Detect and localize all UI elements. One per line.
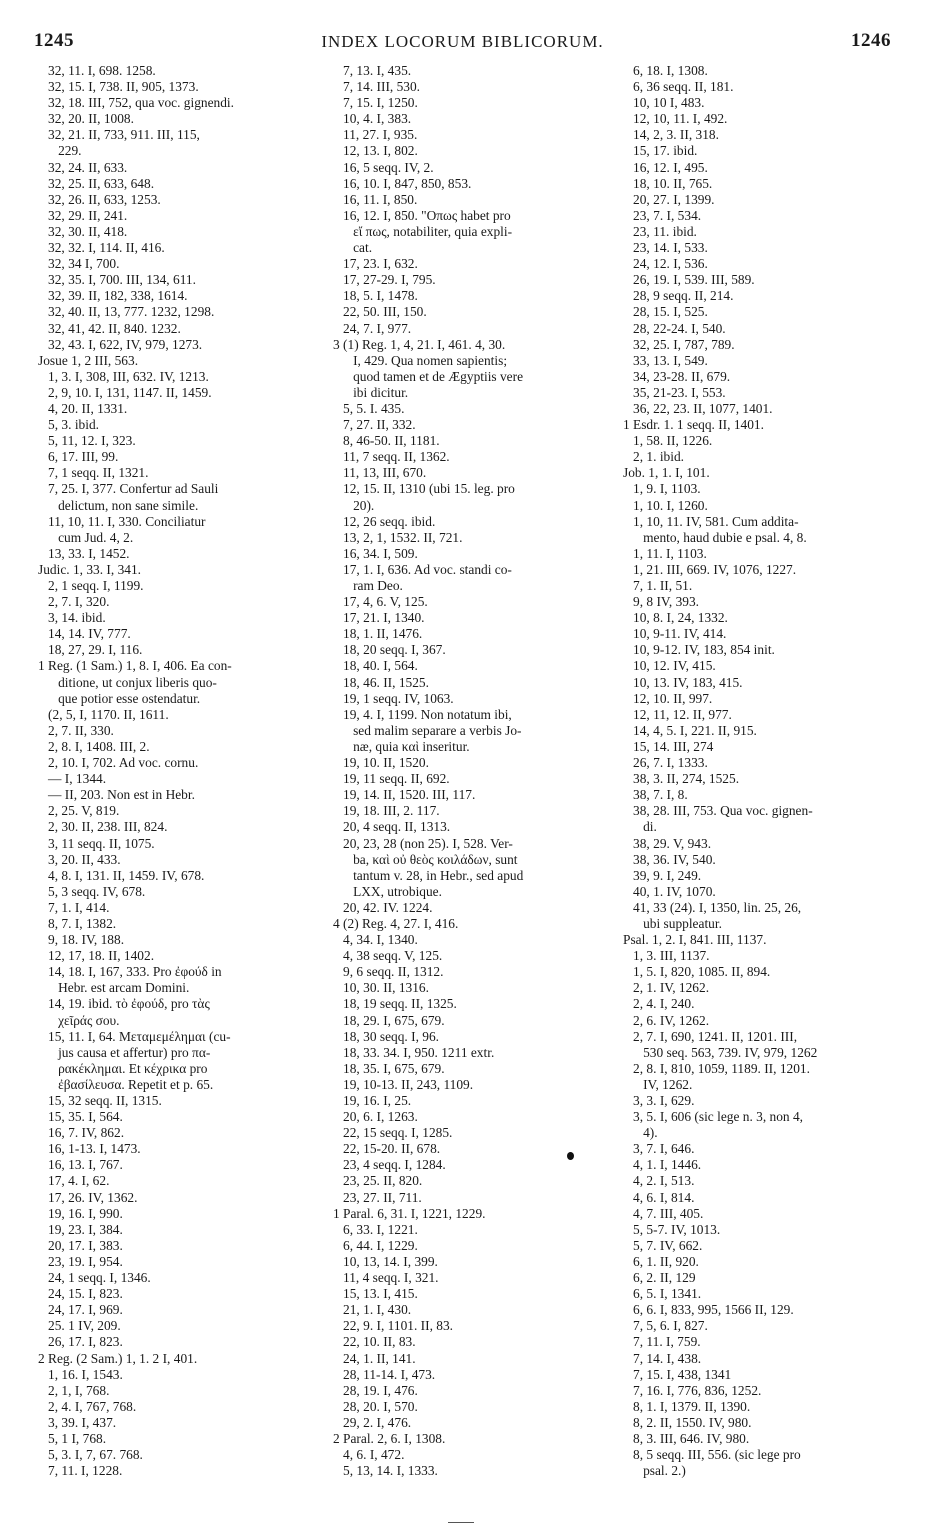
index-entry-line: 32, 25. II, 633, 648. [38, 175, 155, 191]
index-entry-line: 32, 43. I, 622, IV, 979, 1273. [38, 336, 203, 352]
index-entry-line: tantum v. 28, in Hebr., sed apud [333, 867, 524, 883]
index-entry-line: ρακέκλημαι. Et κέχρικα pro [38, 1060, 208, 1076]
index-entry-line: 2, 1. IV, 1262. [623, 980, 710, 996]
index-entry-line: 23, 14. I, 533. [623, 240, 708, 256]
index-entry-line: 22, 50. III, 150. [333, 304, 427, 320]
index-entry-line: 15, 17. ibid. [623, 143, 698, 159]
index-entry-line: 11, 13, III, 670. [333, 465, 427, 481]
index-entry-line: 2, 4. I, 240. [623, 996, 695, 1012]
index-entry-line: 9, 8 IV, 393. [623, 594, 700, 610]
index-entry-line: 18, 33. 34. I, 950. 1211 extr. [333, 1044, 495, 1060]
index-entry-line: 3, 20. II, 433. [38, 851, 121, 867]
index-entry-line: 23, 27. II, 711. [333, 1189, 422, 1205]
index-entry-line: 16, 12. I, 495. [623, 159, 708, 175]
index-entry-line: 15, 32 seqq. II, 1315. [38, 1093, 162, 1108]
index-entry-line: 15, 14. III, 274 [623, 738, 714, 754]
index-entry-line: 5, 3 seqq. IV, 678. [38, 883, 146, 899]
index-entry-line: 5, 3. ibid. [38, 417, 100, 433]
index-entry-line: 1, 5. I, 820, 1085. II, 894. [623, 964, 771, 980]
index-entry-line: 10, 4. I, 383. [333, 111, 412, 127]
index-entry-line: 17, 23. I, 632. [333, 256, 418, 272]
index-entry-line: 3, 14. ibid. [38, 610, 106, 626]
index-entry-line: 19, 1 seqq. IV, 1063. [333, 690, 454, 706]
index-entry-line: quod tamen et de Ægyptiis vere [333, 368, 524, 384]
index-entry-line: 32, 39. II, 182, 338, 1614. [38, 288, 188, 304]
index-entry-line: 12, 26 seqq. ibid. [333, 513, 436, 529]
index-entry-line: 32, 40. II, 13, 777. 1232, 1298. [38, 304, 215, 320]
index-entry-line: 4, 1. I, 1446. [623, 1157, 702, 1173]
index-entry-line: 38, 3. II, 274, 1525. [623, 771, 740, 787]
index-entry-line: cum Jud. 4, 2. [38, 529, 134, 545]
index-entry-line: 22, 9. I, 1101. II, 83. [333, 1318, 454, 1334]
index-entry-line: 38, 7. I, 8. [623, 787, 688, 803]
index-entry-line: 28, 20. I, 570. [333, 1398, 418, 1414]
index-entry-line: 8, 3. III, 646. IV, 980. [623, 1430, 750, 1446]
index-entry-line: ba, καὶ οὐ θεὸς κοιλάδων, sunt [333, 851, 518, 867]
index-entry-line: 4 (2) Reg. 4, 27. I, 416. [333, 915, 459, 931]
index-entry-line: 1, 9. I, 1103. [623, 481, 701, 497]
index-entry-line: 32, 24. II, 633. [38, 159, 128, 175]
index-entry-line: 9, 18. IV, 188. [38, 932, 125, 948]
index-entry-line: 17, 4, 6. V, 125. [333, 594, 428, 610]
index-entry-line: 26, 7. I, 1333. [623, 755, 708, 771]
index-entry-line: 18, 29. I, 675, 679. [333, 1012, 445, 1028]
index-entry-line: sed malim separare a verbis Jo- [333, 722, 522, 738]
index-entry-line: 2, 30. II, 238. III, 824. [38, 819, 168, 835]
index-entry-line: 5, 5-7. IV, 1013. [623, 1221, 721, 1237]
index-entry-line: 32, 21. II, 733, 911. III, 115, [38, 127, 200, 143]
index-entry-line: 10, 10 I, 483. [623, 95, 705, 111]
page-header [34, 30, 891, 56]
index-entry-line: 15, 13. I, 415. [333, 1286, 418, 1302]
index-entry-line: 3 (1) Reg. 1, 4, 21. I, 461. 4, 30. [333, 336, 506, 352]
index-entry-line: 32, 20. II, 1008. [38, 111, 134, 127]
index-entry-line: 12, 11, 12. II, 977. [623, 706, 732, 722]
index-entry-line: 2 Paral. 2, 6. I, 1308. [333, 1430, 446, 1446]
index-entry-line: 19, 16. I, 25. [333, 1093, 412, 1108]
index-entry-line: jus causa et affertur) pro πα- [38, 1044, 211, 1060]
index-entry-line: 7, 11. I, 759. [623, 1334, 701, 1350]
index-entry-line: 22, 15 seqq. I, 1285. [333, 1125, 453, 1141]
index-entry-line: 16, 5 seqq. IV, 2. [333, 159, 434, 175]
index-entry-line: 10, 9-11. IV, 414. [623, 626, 727, 642]
index-entry-line: 23, 11. ibid. [623, 223, 697, 239]
index-entry-line: 14, 4, 5. I, 221. II, 915. [623, 722, 757, 738]
index-entry-line: ἐβασίλευσα. Repetit et p. 65. [38, 1076, 214, 1092]
index-entry-line: 23, 7. I, 534. [623, 207, 702, 223]
index-entry-line: 7, 1. II, 51. [623, 578, 693, 593]
index-entry-line: 16, 7. IV, 862. [38, 1125, 125, 1141]
index-entry-line: 2, 9, 10. I, 131, 1147. II, 1459. [38, 384, 212, 400]
index-entry-line: 7, 15. I, 438, 1341 [623, 1366, 732, 1382]
index-entry-line: næ, quia καὶ inseritur. [333, 738, 470, 754]
index-entry-line: 4, 6. I, 814. [623, 1189, 695, 1205]
index-entry-line: 5, 5. I. 435. [333, 400, 405, 416]
index-entry-line: 39, 9. I, 249. [623, 867, 702, 883]
index-entry-line: 24, 7. I, 977. [333, 320, 412, 336]
index-entry-line: 6, 5. I, 1341. [623, 1286, 702, 1302]
index-entry-line: 2, 25. V, 819. [38, 803, 120, 819]
index-entry-line: 19, 16. I, 990. [38, 1205, 123, 1221]
index-entry-line: 1, 10, 11. IV, 581. Cum addita- [623, 513, 799, 529]
index-entry-line: 16, 1-13. I, 1473. [38, 1141, 141, 1157]
index-entry-line: 13, 33. I, 1452. [38, 545, 130, 561]
index-entry-line: IV, 1262. [623, 1076, 693, 1092]
index-entry-line: 2, 10. I, 702. Ad voc. cornu. [38, 755, 199, 771]
index-entry-line: 8, 2. II, 1550. IV, 980. [623, 1414, 752, 1430]
index-entry-line: 2, 4. I, 767, 768. [38, 1398, 137, 1414]
index-entry-line: 18, 19 seqq. II, 1325. [333, 996, 457, 1012]
index-entry-line: 32, 34 I, 700. [38, 256, 120, 272]
index-entry-line: 23, 4 seqq. I, 1284. [333, 1157, 446, 1173]
index-entry-line: 2, 6. IV, 1262. [623, 1012, 710, 1028]
index-entry-line: 32, 41, 42. II, 840. 1232. [38, 320, 181, 336]
index-entry-line: 14, 18. I, 167, 333. Pro ἐφούδ in [38, 964, 222, 980]
index-entry-line: 24, 17. I, 969. [38, 1302, 123, 1318]
index-entry-line: 18, 35. I, 675, 679. [333, 1060, 445, 1076]
index-entry-line: 18, 20 seqq. I, 367. [333, 642, 446, 658]
index-entry-line: Josue 1, 2 III, 563. [38, 352, 139, 368]
index-entry-line: 10, 8. I, 24, 1332. [623, 610, 728, 626]
index-entry-line: 33, 13. I, 549. [623, 352, 708, 368]
index-entry-line: 19, 23. I, 384. [38, 1221, 123, 1237]
index-column-3 [623, 63, 905, 1479]
index-entry-line: 17, 27-29. I, 795. [333, 272, 436, 288]
index-entry-line: 32, 15. I, 738. II, 905, 1373. [38, 79, 199, 95]
index-entry-line: 229. [38, 143, 82, 159]
index-entry-line: 18, 46. II, 1525. [333, 674, 429, 690]
index-entry-line: 19, 10. II, 1520. [333, 755, 429, 771]
index-entry-line: 17, 4. I, 62. [38, 1173, 110, 1189]
index-entry-line: 28, 22-24. I, 540. [623, 320, 726, 336]
index-entry-line: 16, 12. I, 850. "Οπως habet pro [333, 207, 511, 223]
index-entry-line: 2, 8. I, 810, 1059, 1189. II, 1201. [623, 1060, 810, 1076]
index-entry-line: que potior esse ostendatur. [38, 690, 201, 706]
index-entry-line: 4, 8. I, 131. II, 1459. IV, 678. [38, 867, 205, 883]
index-entry-line: 15, 35. I, 564. [38, 1109, 123, 1125]
index-entry-line: χεῖράς σου. [38, 1012, 120, 1028]
index-entry-line: 7, 16. I, 776, 836, 1252. [623, 1382, 762, 1398]
page-title: INDEX LOCORUM BIBLICORUM. [321, 32, 604, 51]
index-entry-line: psal. 2.) [623, 1463, 686, 1479]
index-entry-line: 2 Reg. (2 Sam.) 1, 1. 2 I, 401. [38, 1350, 198, 1366]
index-entry-line: mento, haud dubie e psal. 4, 8. [623, 529, 807, 545]
index-entry-line: 20). [333, 497, 375, 513]
index-entry-line: 32, 25. I, 787, 789. [623, 336, 735, 352]
index-entry-line: 18, 27, 29. I, 116. [38, 642, 143, 658]
index-entry-line: 4, 2. I, 513. [623, 1173, 695, 1189]
index-entry-line: 5, 11, 12. I, 323. [38, 433, 136, 449]
index-entry-line: 1, 11. I, 1103. [623, 545, 707, 561]
index-entry-line: 6, 2. II, 129 [623, 1270, 696, 1286]
index-entry-line: 8, 5 seqq. III, 556. (sic lege pro [623, 1447, 801, 1463]
index-entry-line: 38, 29. V, 943. [623, 835, 712, 851]
index-entry-line: 7, 27. II, 332. [333, 417, 416, 433]
index-entry-line: 38, 36. IV, 540. [623, 851, 716, 867]
index-entry-line: 28, 11-14. I, 473. [333, 1366, 436, 1382]
index-entry-line: 20, 42. IV. 1224. [333, 899, 433, 915]
index-entry-line: 18, 30 seqq. I, 96. [333, 1028, 440, 1044]
index-entry-line: 3, 7. I, 646. [623, 1141, 695, 1157]
index-entry-line: 32, 30. II, 418. [38, 223, 128, 239]
index-entry-line: 18, 5. I, 1478. [333, 288, 418, 304]
index-entry-line: 24, 12. I, 536. [623, 256, 708, 272]
index-entry-line: 32, 26. II, 633, 1253. [38, 191, 161, 207]
index-entry-line: 7, 14. I, 438. [623, 1350, 702, 1366]
index-entry-line: Psal. 1, 2. I, 841. III, 1137. [623, 932, 767, 948]
index-entry-line: 22, 10. II, 83. [333, 1334, 416, 1350]
index-entry-line: 35, 21-23. I, 553. [623, 384, 726, 400]
index-entry-line: 1, 21. III, 669. IV, 1076, 1227. [623, 561, 797, 577]
index-entry-line: 16, 13. I, 767. [38, 1157, 123, 1173]
index-entry-line: ibi dicitur. [333, 384, 409, 400]
index-entry-line: 40, 1. IV, 1070. [623, 883, 716, 899]
index-entry-line: 10, 30. II, 1316. [333, 980, 429, 996]
index-entry-line: ditione, ut conjux liberis quo- [38, 674, 217, 690]
index-entry-line: 15, 11. I, 64. Μεταμεμέλημαι (cu- [38, 1028, 231, 1044]
index-entry-line: 4, 6. I, 472. [333, 1447, 405, 1463]
index-entry-line: 18, 10. II, 765. [623, 175, 713, 191]
index-entry-line: 24, 15. I, 823. [38, 1286, 123, 1302]
index-entry-line: Job. 1, 1. I, 101. [623, 465, 710, 481]
index-entry-line: 2, 8. I, 1408. III, 2. [38, 738, 150, 754]
page-number-right: 1246 [851, 30, 891, 51]
index-column-1 [38, 63, 320, 1479]
index-entry-line: 11, 10, 11. I, 330. Conciliatur [38, 513, 206, 529]
index-entry-line: 16, 34. I, 509. [333, 545, 418, 561]
index-entry-line: 4, 34. I, 1340. [333, 932, 418, 948]
index-entry-line: 10, 12. IV, 415. [623, 658, 716, 674]
index-entry-line: 16, 10. I, 847, 850, 853. [333, 175, 472, 191]
index-entry-line: 1, 58. II, 1226. [623, 433, 713, 449]
index-entry-line: 19, 18. III, 2. 117. [333, 803, 440, 819]
index-entry-line: 7, 25. I, 377. Confertur ad Sauli [38, 481, 219, 497]
index-entry-line: I, 429. Qua nomen sapientis; [333, 352, 508, 368]
index-entry-line: 10, 13. IV, 183, 415. [623, 674, 743, 690]
index-entry-line: 11, 27. I, 935. [333, 127, 418, 143]
index-entry-line: 41, 33 (24). I, 1350, lin. 25, 26, [623, 899, 802, 915]
index-entry-line: 2, 1 seqq. I, 1199. [38, 578, 144, 593]
ink-spot [567, 1152, 574, 1160]
index-entry-line: 20, 23, 28 (non 25). I, 528. Ver- [333, 835, 513, 851]
index-entry-line: 10, 13, 14. I, 399. [333, 1253, 438, 1269]
index-entry-line: 12, 10, 11. I, 492. [623, 111, 728, 127]
index-entry-line: 17, 21. I, 1340. [333, 610, 425, 626]
index-entry-line: 24, 1. II, 141. [333, 1350, 416, 1366]
index-entry-line: 28, 19. I, 476. [333, 1382, 418, 1398]
index-entry-line: 36, 22, 23. II, 1077, 1401. [623, 400, 773, 416]
index-entry-line: 6, 6. I, 833, 995, 1566 II, 129. [623, 1302, 794, 1318]
index-entry-line: — II, 203. Non est in Hebr. [38, 787, 195, 803]
index-entry-line: 22, 15-20. II, 678. [333, 1141, 441, 1157]
index-entry-line: 5, 7. IV, 662. [623, 1237, 703, 1253]
index-entry-line: 16, 11. I, 850. [333, 191, 418, 207]
index-entry-line: 13, 2, 1, 1532. II, 721. [333, 529, 463, 545]
index-entry-line: 14, 2, 3. II, 318. [623, 127, 719, 143]
index-column-2 [333, 63, 616, 1479]
index-entry-line: 6, 1. II, 920. [623, 1253, 699, 1269]
index-entry-line: 2, 7. I, 320. [38, 594, 110, 610]
index-entry-line: 26, 17. I, 823. [38, 1334, 123, 1350]
index-entry-line: 21, 1. I, 430. [333, 1302, 412, 1318]
index-entry-line: 3, 11 seqq. II, 1075. [38, 835, 155, 851]
index-entry-line: cat. [333, 240, 373, 256]
index-entry-line: di. [623, 819, 657, 835]
index-entry-line: 7, 5, 6. I, 827. [623, 1318, 708, 1334]
index-entry-line: 29, 2. I, 476. [333, 1414, 412, 1430]
page-number-left: 1245 [34, 30, 74, 51]
index-entry-line: 25. 1 IV, 209. [38, 1318, 121, 1334]
index-entry-line: 12, 13. I, 802. [333, 143, 418, 159]
index-entry-line: 19, 11 seqq. II, 692. [333, 771, 450, 787]
index-entry-line: 530 seq. 563, 739. IV, 979, 1262 [623, 1044, 818, 1060]
index-entry-line: 2, 7. I, 690, 1241. II, 1201. III, [623, 1028, 798, 1044]
index-entry-line: 1, 3. III, 1137. [623, 948, 710, 964]
index-entry-line: 4, 7. III, 405. [623, 1205, 704, 1221]
index-entry-line: 7, 15. I, 1250. [333, 95, 418, 111]
index-entry-line: 2, 7. II, 330. [38, 722, 114, 738]
index-entry-line: 32, 32. I, 114. II, 416. [38, 240, 165, 256]
index-entry-line: 2, 1. ibid. [623, 449, 685, 465]
index-entry-line: 34, 23-28. II, 679. [623, 368, 731, 384]
index-entry-line: ram Deo. [333, 578, 403, 593]
index-entry-line: 12, 15. II, 1310 (ubi 15. leg. pro [333, 481, 515, 497]
index-entry-line: 5, 3. I, 7, 67. 768. [38, 1447, 143, 1463]
index-entry-line: 32, 35. I, 700. III, 134, 611. [38, 272, 196, 288]
index-entry-line: 32, 11. I, 698. 1258. [38, 63, 156, 78]
index-entry-line: 20, 27. I, 1399. [623, 191, 715, 207]
index-entry-line: Hebr. est arcam Domini. [38, 980, 190, 996]
index-entry-line: 3, 39. I, 437. [38, 1414, 117, 1430]
index-entry-line: 7, 11. I, 1228. [38, 1463, 123, 1479]
index-entry-line: 14, 19. ibid. τὸ ἐφούδ, pro τὰς [38, 996, 210, 1012]
index-entry-line: 7, 13. I, 435. [333, 63, 412, 78]
index-entry-line: 4). [623, 1125, 658, 1141]
index-entry-line: 12, 17, 18. II, 1402. [38, 948, 155, 964]
index-entry-line: 6, 44. I, 1229. [333, 1237, 418, 1253]
index-entry-line: 19, 14. II, 1520. III, 117. [333, 787, 476, 803]
index-entry-line: εἴ πως, notabiliter, quia expli- [333, 223, 513, 239]
index-entry-line: 6, 17. III, 99. [38, 449, 119, 465]
index-entry-line: (2, 5, I, 1170. II, 1611. [38, 706, 169, 722]
index-entry-line: 20, 17. I, 383. [38, 1237, 123, 1253]
index-entry-line: 32, 18. III, 752, qua voc. gignendi. [38, 95, 234, 111]
index-entry-line: 26, 19. I, 539. III, 589. [623, 272, 755, 288]
index-entry-line: 8, 1. I, 1379. II, 1390. [623, 1398, 751, 1414]
index-entry-line: 3, 5. I, 606 (sic lege n. 3, non 4, [623, 1109, 804, 1125]
index-entry-line: 4, 38 seqq. V, 125. [333, 948, 443, 964]
index-entry-line: 1 Esdr. 1. 1 seqq. II, 1401. [623, 417, 764, 433]
index-entry-line: 5, 13, 14. I, 1333. [333, 1463, 438, 1479]
index-entry-line: 1 Paral. 6, 31. I, 1221, 1229. [333, 1205, 486, 1221]
index-entry-line: 23, 19. I, 954. [38, 1253, 123, 1269]
index-entry-line: 10, 9-12. IV, 183, 854 init. [623, 642, 775, 658]
index-entry-line: Judic. 1, 33. I, 341. [38, 561, 142, 577]
index-entry-line: 18, 40. I, 564. [333, 658, 418, 674]
index-entry-line: 3, 3. I, 629. [623, 1093, 695, 1108]
index-entry-line: 4, 20. II, 1331. [38, 400, 128, 416]
index-entry-line: 1, 3. I, 308, III, 632. IV, 1213. [38, 368, 209, 384]
index-entry-line: 17, 1. I, 636. Ad voc. standi co- [333, 561, 512, 577]
index-entry-line: 24, 1 seqq. I, 1346. [38, 1270, 151, 1286]
index-entry-line: 20, 4 seqq. II, 1313. [333, 819, 451, 835]
index-entry-line: 18, 1. II, 1476. [333, 626, 423, 642]
index-entry-line: 1 Reg. (1 Sam.) 1, 8. I, 406. Ea con- [38, 658, 232, 674]
index-entry-line: 38, 28. III, 753. Qua voc. gignen- [623, 803, 813, 819]
index-entry-line: 28, 9 seqq. II, 214. [623, 288, 734, 304]
index-entry-line: 19, 4. I, 1199. Non notatum ibi, [333, 706, 512, 722]
index-entry-line: 6, 18. I, 1308. [623, 63, 708, 78]
footer-rule [448, 1522, 474, 1523]
index-entry-line: delictum, non sane simile. [38, 497, 199, 513]
index-entry-line: 1, 10. I, 1260. [623, 497, 708, 513]
index-entry-line: 32, 29. II, 241. [38, 207, 128, 223]
index-entry-line: 20, 6. I, 1263. [333, 1109, 418, 1125]
index-entry-line: — I, 1344. [38, 771, 107, 787]
index-entry-line: 28, 15. I, 525. [623, 304, 708, 320]
index-entry-line: 14, 14. IV, 777. [38, 626, 131, 642]
index-entry-line: 17, 26. IV, 1362. [38, 1189, 138, 1205]
index-entry-line: ubi suppleatur. [623, 915, 722, 931]
index-entry-line: 8, 46-50. II, 1181. [333, 433, 440, 449]
index-entry-line: 11, 7 seqq. II, 1362. [333, 449, 450, 465]
index-entry-line: 6, 36 seqq. II, 181. [623, 79, 734, 95]
index-entry-line: 8, 7. I, 1382. [38, 915, 117, 931]
index-entry-line: 12, 10. II, 997. [623, 690, 713, 706]
index-entry-line: LXX, utrobique. [333, 883, 442, 899]
index-entry-line: 1, 16. I, 1543. [38, 1366, 123, 1382]
index-entry-line: 5, 1 I, 768. [38, 1430, 107, 1446]
index-entry-line: 23, 25. II, 820. [333, 1173, 423, 1189]
index-entry-line: 7, 14. III, 530. [333, 79, 421, 95]
index-entry-line: 7, 1. I, 414. [38, 899, 110, 915]
index-entry-line: 7, 1 seqq. II, 1321. [38, 465, 149, 481]
index-entry-line: 19, 10-13. II, 243, 1109. [333, 1076, 474, 1092]
index-entry-line: 11, 4 seqq. I, 321. [333, 1270, 439, 1286]
index-entry-line: 2, 1, I, 768. [38, 1382, 110, 1398]
index-entry-line: 6, 33. I, 1221. [333, 1221, 418, 1237]
index-entry-line: 9, 6 seqq. II, 1312. [333, 964, 444, 980]
